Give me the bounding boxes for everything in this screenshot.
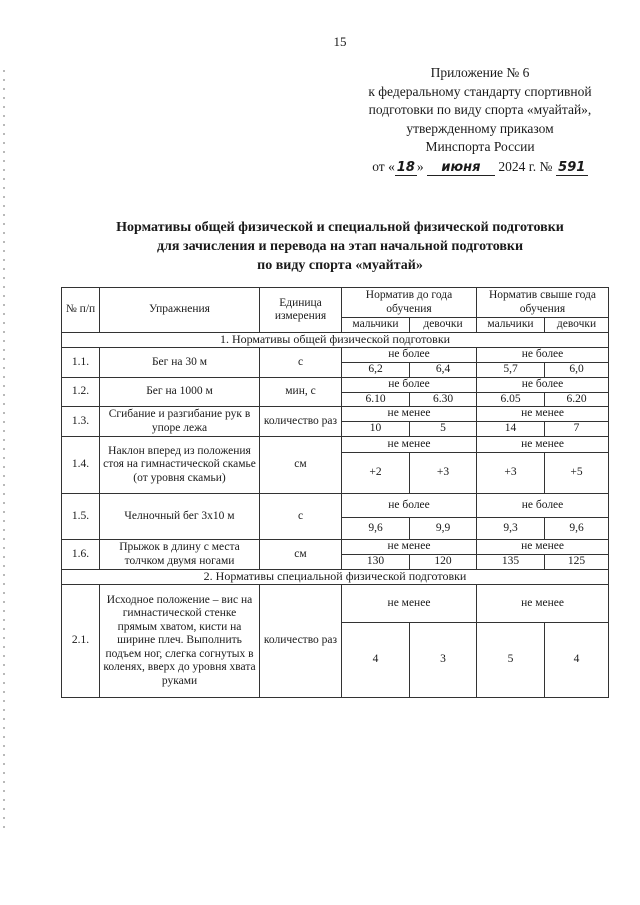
row-exercise: Бег на 1000 м bbox=[100, 377, 260, 407]
row-unit: см bbox=[260, 437, 342, 494]
section-special: 2. Нормативы специальной физической подготовки bbox=[62, 570, 609, 585]
row-condition: не менее bbox=[342, 585, 477, 623]
header-num: № п/п bbox=[62, 288, 100, 333]
value-girls-2: 9,6 bbox=[545, 518, 609, 540]
appendix-header bbox=[350, 64, 610, 176]
standards-table bbox=[61, 287, 609, 698]
row-exercise: Челночный бег 3х10 м bbox=[100, 494, 260, 540]
row-condition: не более bbox=[342, 348, 477, 363]
row-condition: не менее bbox=[477, 585, 609, 623]
header-exercise: Упражнения bbox=[100, 288, 260, 333]
appendix-line: к федеральному стандарту спортивной bbox=[368, 83, 592, 99]
row-num: 1.4. bbox=[62, 437, 100, 494]
row-condition: не более bbox=[477, 348, 609, 363]
header-unit: Единица измерения bbox=[260, 288, 342, 333]
row-exercise: Бег на 30 м bbox=[100, 348, 260, 378]
row-exercise: Исходное положение – вис на гимнастической стенке прямым хватом, кисти на ширине плеч. Выполнить подъем ног, слегка согнутых в коленях, вверх до уровня хвата руками bbox=[100, 585, 260, 698]
value-boys-1: 6,2 bbox=[342, 363, 410, 378]
date-year: 2024 г. № bbox=[498, 158, 553, 174]
value-boys-2: 14 bbox=[477, 422, 545, 437]
header-girls: девочки bbox=[545, 318, 609, 333]
section-general: 1. Нормативы общей физической подготовки bbox=[62, 333, 609, 348]
document-title bbox=[40, 218, 640, 275]
appendix-line: Минспорта России bbox=[425, 139, 535, 154]
row-unit: см bbox=[260, 540, 342, 570]
value-girls-2: 125 bbox=[545, 555, 609, 570]
value-girls-2: 7 bbox=[545, 422, 609, 437]
value-boys-1: +2 bbox=[342, 453, 410, 494]
row-unit: с bbox=[260, 494, 342, 540]
value-boys-2: +3 bbox=[477, 453, 545, 494]
header-girls: девочки bbox=[410, 318, 477, 333]
title-line: Нормативы общей физической и специальной физической подготовки bbox=[116, 220, 564, 235]
appendix-line: подготовки по виду спорта «муайтай», bbox=[368, 102, 592, 117]
value-boys-1: 9,6 bbox=[342, 518, 410, 540]
date-mid: » bbox=[416, 158, 424, 174]
row-num: 1.2. bbox=[62, 377, 100, 407]
page-number: 15 bbox=[333, 34, 347, 49]
value-girls-2: 6.20 bbox=[545, 392, 609, 407]
header-group-after-first-year: Норматив свыше года обучения bbox=[477, 288, 609, 318]
value-girls-1: 6.30 bbox=[410, 392, 477, 407]
value-girls-1: 9,9 bbox=[410, 518, 477, 540]
title-line: по виду спорта «муайтай» bbox=[257, 258, 423, 273]
value-girls-2: 6,0 bbox=[545, 363, 609, 378]
value-girls-1: 6,4 bbox=[410, 363, 477, 378]
row-unit: с bbox=[260, 348, 342, 378]
value-boys-2: 9,3 bbox=[477, 518, 545, 540]
row-condition: не более bbox=[342, 494, 477, 518]
row-condition: не более bbox=[477, 494, 609, 518]
value-girls-1: 120 bbox=[410, 555, 477, 570]
scan-edge-marks bbox=[3, 70, 5, 830]
row-unit: количество раз bbox=[260, 585, 342, 698]
appendix-line: утвержденному приказом bbox=[406, 120, 554, 136]
row-num: 1.5. bbox=[62, 494, 100, 540]
value-girls-1: 3 bbox=[410, 623, 477, 698]
value-boys-1: 130 bbox=[342, 555, 410, 570]
row-num: 1.1. bbox=[62, 348, 100, 378]
row-unit: мин, с bbox=[260, 377, 342, 407]
value-girls-1: 5 bbox=[410, 422, 477, 437]
title-line: для зачисления и перевода на этап начальной подготовки bbox=[156, 239, 524, 254]
row-condition: не более bbox=[477, 377, 609, 392]
row-exercise: Сгибание и разгибание рук в упоре лежа bbox=[100, 407, 260, 437]
value-boys-2: 5 bbox=[477, 623, 545, 698]
value-boys-1: 10 bbox=[342, 422, 410, 437]
value-boys-1: 6.10 bbox=[342, 392, 410, 407]
value-boys-2: 6.05 bbox=[477, 392, 545, 407]
header-boys: мальчики bbox=[477, 318, 545, 333]
row-condition: не менее bbox=[477, 407, 609, 422]
header-group-first-year: Норматив до года обучения bbox=[342, 288, 477, 318]
row-condition: не менее bbox=[342, 437, 477, 453]
row-condition: не более bbox=[342, 377, 477, 392]
date-day: 18 bbox=[396, 159, 415, 175]
row-num: 2.1. bbox=[62, 585, 100, 698]
value-boys-2: 135 bbox=[477, 555, 545, 570]
row-condition: не менее bbox=[477, 437, 609, 453]
value-boys-2: 5,7 bbox=[477, 363, 545, 378]
row-exercise: Наклон вперед из положения стоя на гимнастической скамье (от уровня скамьи) bbox=[100, 437, 260, 494]
value-boys-1: 4 bbox=[342, 623, 410, 698]
date-month: июня bbox=[427, 161, 495, 176]
row-num: 1.6. bbox=[62, 540, 100, 570]
row-unit: количество раз bbox=[260, 407, 342, 437]
value-girls-2: +5 bbox=[545, 453, 609, 494]
date-prefix: от « bbox=[372, 158, 395, 174]
row-condition: не менее bbox=[477, 540, 609, 555]
order-number: 591 bbox=[556, 161, 588, 176]
header-boys: мальчики bbox=[342, 318, 410, 333]
row-exercise: Прыжок в длину с места толчком двумя ногами bbox=[100, 540, 260, 570]
appendix-line: Приложение № 6 bbox=[430, 65, 530, 80]
value-girls-1: +3 bbox=[410, 453, 477, 494]
row-condition: не менее bbox=[342, 407, 477, 422]
row-num: 1.3. bbox=[62, 407, 100, 437]
row-condition: не менее bbox=[342, 540, 477, 555]
value-girls-2: 4 bbox=[545, 623, 609, 698]
order-date-line bbox=[350, 158, 610, 177]
